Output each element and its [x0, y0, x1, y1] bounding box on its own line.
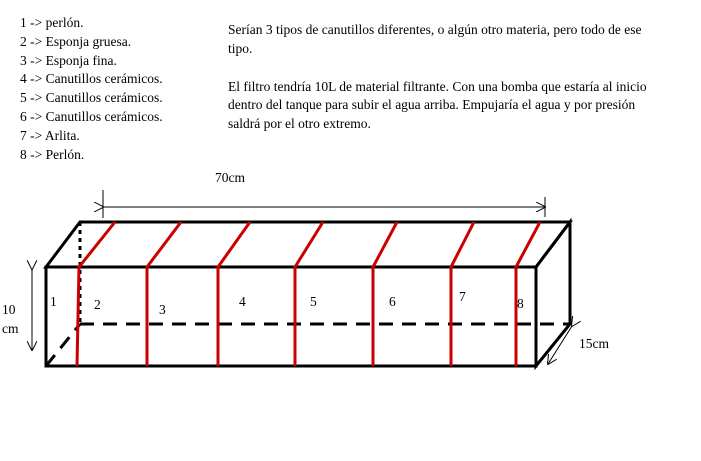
compartment-numbers: [50, 289, 524, 317]
legend-item-5: 5 -> Canutillos cerámicos.: [20, 90, 163, 106]
compartment-number-1: 1: [50, 294, 57, 309]
compartment-dividers: [77, 222, 540, 366]
height-label-line1: 10: [2, 302, 16, 317]
compartment-number-5: 5: [310, 294, 317, 309]
divider-4: [295, 222, 323, 366]
front-face: [46, 267, 536, 366]
notes-paragraph-1: Serían 3 tipos de canutillos diferentes, o algún otro materia, pero todo de ese tipo.: [228, 22, 642, 56]
compartment-number-7: 7: [459, 289, 466, 304]
divider-2: [147, 222, 181, 366]
right-face: [536, 222, 570, 366]
divider-1: [77, 222, 115, 366]
notes-paragraph-2: El filtro tendría 10L de material filtrante. Con una bomba que estaría al inicio dentro del tanque para subir el agua arriba. Empujaría el agua y por presión saldrá por el otro extremo.: [228, 78, 647, 132]
depth-label: 15cm: [579, 336, 609, 351]
legend-item-4: 4 -> Canutillos cerámicos.: [20, 71, 163, 87]
compartment-number-8: 8: [517, 296, 524, 311]
compartment-number-2: 2: [94, 297, 101, 312]
legend-item-3: 3 -> Esponja fina.: [20, 52, 117, 68]
compartment-number-6: 6: [389, 294, 396, 309]
legend-item-6: 6 -> Canutillos cerámicos.: [20, 108, 163, 124]
height-label-line2: cm: [2, 321, 19, 336]
length-label: 70cm: [215, 170, 245, 185]
hidden-edges: [46, 324, 570, 366]
legend-item-1: 1 -> perlón.: [20, 15, 84, 30]
legend-item-7: 7 -> Arlita.: [20, 127, 80, 143]
compartment-number-4: 4: [239, 294, 246, 309]
legend-item-8: 8 -> Perlón.: [20, 146, 85, 162]
legend-item-2: 2 -> Esponja gruesa.: [20, 33, 132, 49]
compartment-number-3: 3: [159, 302, 166, 317]
hidden-left-depth-edge: [46, 324, 80, 366]
